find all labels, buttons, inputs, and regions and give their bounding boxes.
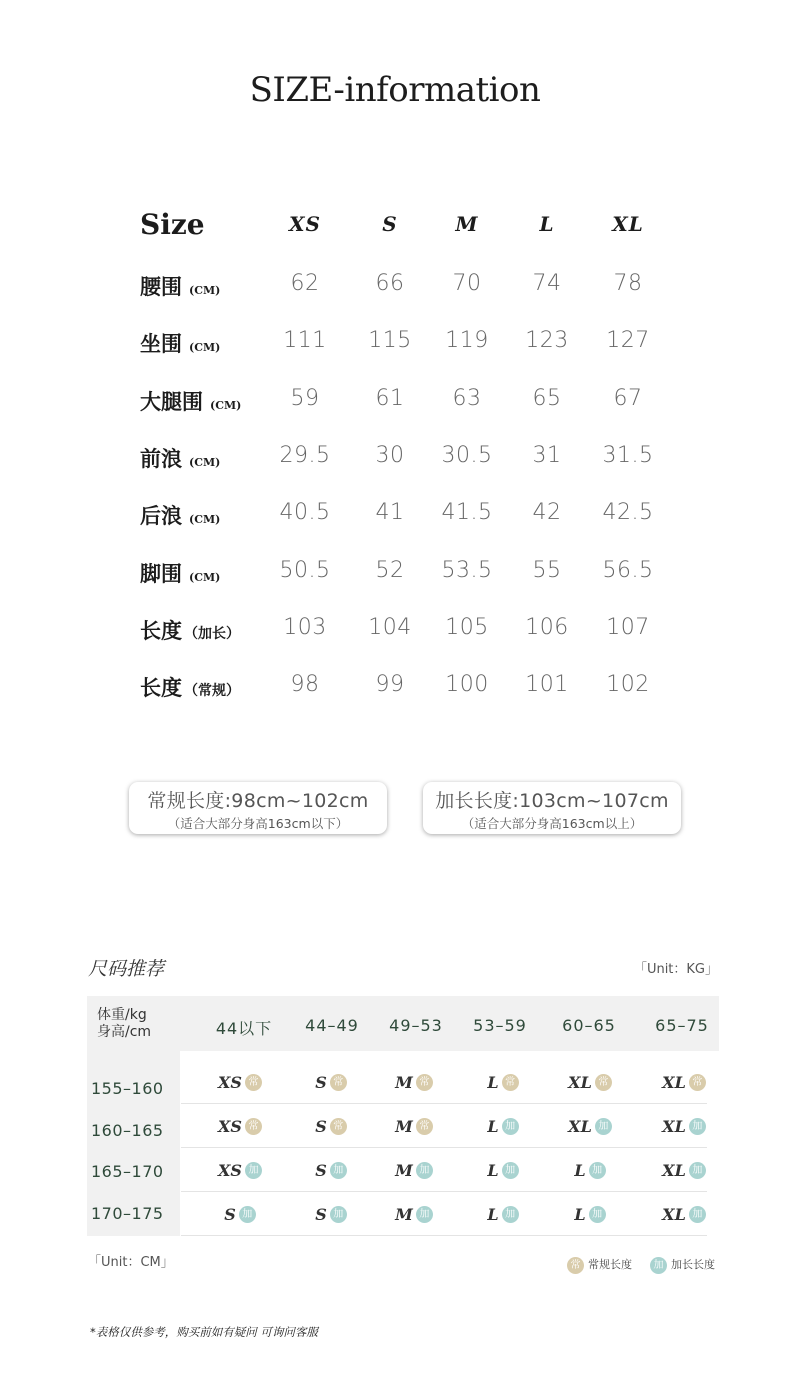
size-table-row [0, 265, 790, 305]
unit-cm-label: 「Unit：CM」 [88, 1255, 174, 1270]
recommended-size: XS [218, 1161, 242, 1180]
size-value-cell: 52 [375, 557, 405, 583]
size-header-xl: XL [612, 212, 644, 236]
regular-length-badge-icon: 常 [330, 1074, 347, 1091]
weight-range-header: 44–49 [305, 1016, 359, 1035]
size-value-cell: 31.5 [602, 442, 654, 468]
recommended-size-cell [634, 1160, 734, 1180]
size-table-row [0, 494, 790, 534]
size-value-cell: 102 [606, 672, 650, 698]
size-table-row [0, 666, 790, 706]
regular-length-badge-icon: 常 [245, 1074, 262, 1091]
size-value-cell: 61 [375, 385, 405, 411]
measure-label [140, 558, 220, 588]
long-length-badge-icon: 加 [589, 1162, 606, 1179]
recommended-size: XL [662, 1117, 686, 1136]
long-length-badge-icon: 加 [416, 1206, 433, 1223]
size-header-m: M [455, 212, 479, 236]
page-title: SIZE-information [249, 70, 541, 110]
size-value-cell: 30 [375, 442, 405, 468]
height-range-label: 165–170 [91, 1162, 164, 1182]
recommended-size-cell [453, 1204, 553, 1224]
size-value-cell: 66 [375, 271, 405, 296]
size-value-cell: 53.5 [441, 557, 493, 583]
weight-range-header: 65–75 [655, 1016, 709, 1035]
size-table-row [0, 552, 790, 592]
recommended-size-cell [634, 1116, 734, 1136]
measure-name: 长度 [140, 675, 182, 701]
regular-length-note: （适合大部分身高163cm以下） [167, 816, 349, 831]
size-value-cell: 100 [445, 672, 489, 698]
unit-kg-label: 「Unit：KG」 [633, 962, 718, 977]
recommended-size-cell [364, 1160, 464, 1180]
long-length-badge-icon: 加 [595, 1118, 612, 1135]
size-value-cell: 65 [532, 385, 562, 411]
recommended-size-cell [540, 1116, 640, 1136]
recommended-size: XL [662, 1161, 686, 1180]
recommended-size-cell [634, 1072, 734, 1092]
size-value-cell: 127 [606, 328, 650, 354]
measure-name: 坐围 [140, 331, 182, 357]
height-range-label: 170–175 [91, 1204, 164, 1224]
recommended-size-cell [190, 1204, 290, 1224]
disclaimer-note: *表格仅供参考，购买前如有疑问 可询问客服 [90, 1325, 318, 1339]
size-value-cell: 119 [445, 328, 489, 354]
long-length-badge-icon: 加 [689, 1118, 706, 1135]
size-value-cell: 41 [375, 500, 405, 526]
size-value-cell: 41.5 [441, 500, 493, 526]
long-length-badge-icon: 加 [245, 1162, 262, 1179]
size-value-cell: 98 [290, 672, 320, 698]
legend-regular-label: 常规长度 [588, 1258, 632, 1271]
recommended-size-cell [364, 1072, 464, 1092]
recommended-size: XL [568, 1117, 592, 1136]
size-value-cell: 107 [606, 614, 650, 640]
size-value-cell: 42.5 [602, 500, 654, 526]
row-divider [181, 1191, 707, 1192]
size-value-cell: 99 [375, 672, 405, 698]
corner-height-label: 身高/cm [97, 1024, 152, 1040]
measure-label [140, 386, 241, 416]
recommended-size-cell [540, 1160, 640, 1180]
recommended-size: S [315, 1161, 327, 1180]
height-range-label: 155–160 [91, 1079, 164, 1098]
weight-range-header: 44以下 [215, 1019, 273, 1038]
recommended-size-cell [453, 1116, 553, 1136]
long-length-badge-icon: 加 [502, 1162, 519, 1179]
size-value-cell: 103 [283, 614, 327, 640]
size-table-row [0, 322, 790, 362]
regular-badge-icon: 常 [567, 1257, 584, 1274]
size-value-cell: 106 [525, 614, 569, 640]
long-length-badge-icon: 加 [689, 1162, 706, 1179]
measure-unit: (CM) [189, 455, 221, 469]
recommended-size-cell [540, 1204, 640, 1224]
measure-label [140, 615, 240, 645]
size-value-cell: 31 [532, 442, 562, 468]
measure-unit: (CM) [189, 513, 221, 527]
recommended-size: M [395, 1205, 413, 1224]
size-value-cell: 40.5 [279, 500, 331, 526]
size-value-cell: 50.5 [279, 557, 331, 583]
measure-label [140, 328, 220, 358]
size-value-cell: 67 [613, 385, 643, 411]
height-range-label: 160–165 [91, 1120, 164, 1140]
size-value-cell: 59 [290, 385, 320, 411]
recommended-size: M [395, 1161, 413, 1180]
size-value-cell: 123 [525, 328, 569, 354]
size-value-cell: 55 [532, 557, 562, 583]
recommended-size: S [315, 1117, 327, 1136]
recommended-size: S [315, 1205, 327, 1224]
measure-name: 大腿围 [140, 388, 203, 414]
long-length-badge-icon: 加 [589, 1206, 606, 1223]
measure-unit: （加长） [184, 625, 240, 642]
recommended-size-cell [634, 1204, 734, 1224]
size-header-l: L [539, 212, 555, 236]
recommended-size-cell [190, 1160, 290, 1180]
recommended-size: XL [662, 1205, 686, 1224]
regular-length-badge-icon: 常 [245, 1118, 262, 1135]
measure-name: 后浪 [140, 503, 182, 529]
long-length-badge-icon: 加 [330, 1206, 347, 1223]
regular-length-badge-icon: 常 [330, 1118, 347, 1135]
size-table-row [0, 437, 790, 477]
recommended-size: L [574, 1161, 586, 1180]
measure-label [140, 672, 240, 702]
legend-long-label: 加长长度 [671, 1258, 715, 1271]
measure-unit: (CM) [189, 341, 221, 355]
measure-name: 腰围 [140, 274, 182, 299]
regular-length-badge-icon: 常 [416, 1074, 433, 1091]
recommendation-title: 尺码推荐 [88, 958, 165, 980]
long-length-badge-icon: 加 [416, 1162, 433, 1179]
recommended-size: L [487, 1073, 499, 1092]
size-value-cell: 30.5 [441, 442, 493, 468]
recommended-size: L [574, 1205, 586, 1224]
regular-length-badge-icon: 常 [502, 1074, 519, 1091]
long-length-note: （适合大部分身高163cm以上） [461, 816, 643, 831]
size-table-row [0, 380, 790, 420]
recommended-size-cell [453, 1072, 553, 1092]
recommended-size: XL [568, 1073, 592, 1092]
measure-unit: (CM) [210, 398, 242, 412]
row-divider [181, 1147, 707, 1148]
recommended-size-cell [190, 1116, 290, 1136]
recommended-size: M [395, 1073, 413, 1092]
size-header-s: S [382, 212, 398, 236]
size-value-cell: 105 [445, 614, 489, 640]
recommended-size: S [315, 1073, 327, 1092]
regular-length-badge-icon: 常 [595, 1074, 612, 1091]
size-value-cell: 42 [532, 500, 562, 526]
regular-length-badge-icon: 常 [689, 1074, 706, 1091]
long-badge-icon: 加 [650, 1257, 667, 1274]
table-corner-label [97, 1007, 151, 1041]
measure-name: 前浪 [140, 445, 182, 471]
measure-name: 长度 [140, 617, 182, 643]
regular-length-badge-icon: 常 [416, 1118, 433, 1135]
size-value-cell: 101 [525, 672, 569, 698]
measure-label [140, 271, 220, 301]
regular-length-box [129, 782, 387, 834]
size-value-cell: 29.5 [279, 442, 331, 468]
recommended-size: L [487, 1161, 499, 1180]
row-divider [181, 1103, 707, 1104]
size-value-cell: 115 [368, 328, 412, 354]
long-length-badge-icon: 加 [239, 1206, 256, 1223]
measure-unit: (CM) [189, 284, 221, 297]
size-table-row [0, 609, 790, 649]
measure-label [140, 500, 220, 530]
size-header-label: Size [140, 208, 205, 241]
size-value-cell: 74 [532, 271, 562, 296]
recommended-size-cell [364, 1204, 464, 1224]
size-header-xs: XS [289, 212, 321, 236]
row-divider [181, 1235, 707, 1236]
recommended-size: XL [662, 1073, 686, 1092]
size-value-cell: 111 [283, 328, 327, 354]
weight-range-header: 60–65 [562, 1016, 616, 1035]
recommended-size: S [224, 1205, 236, 1224]
recommended-size: XS [218, 1117, 242, 1136]
size-value-cell: 56.5 [602, 557, 654, 583]
long-length-badge-icon: 加 [330, 1162, 347, 1179]
long-length-box [423, 782, 681, 834]
measure-label [140, 443, 220, 473]
corner-weight-label: 体重/kg [97, 1007, 147, 1023]
long-length-range: 加长长度:103cm~107cm [435, 790, 669, 812]
recommended-size: XS [218, 1073, 242, 1092]
measure-unit: (CM) [189, 570, 221, 584]
measure-name: 脚围 [140, 560, 182, 586]
long-length-badge-icon: 加 [689, 1206, 706, 1223]
size-value-cell: 62 [290, 271, 320, 296]
size-value-cell: 104 [368, 614, 412, 640]
weight-range-header: 49–53 [389, 1016, 443, 1035]
legend-regular [567, 1256, 632, 1274]
size-table-header [0, 208, 790, 248]
measure-unit: （常规） [184, 683, 240, 700]
long-length-badge-icon: 加 [502, 1118, 519, 1135]
recommended-size: L [487, 1117, 499, 1136]
recommended-size-cell [190, 1072, 290, 1092]
weight-range-header: 53–59 [473, 1016, 527, 1035]
size-value-cell: 70 [452, 271, 482, 296]
recommended-size-cell [453, 1160, 553, 1180]
recommended-size: L [487, 1205, 499, 1224]
size-value-cell: 78 [613, 271, 643, 296]
long-length-badge-icon: 加 [502, 1206, 519, 1223]
legend-long [650, 1256, 715, 1274]
recommended-size-cell [364, 1116, 464, 1136]
regular-length-range: 常规长度:98cm~102cm [147, 790, 369, 812]
size-value-cell: 63 [452, 385, 482, 411]
recommended-size: M [395, 1117, 413, 1136]
recommended-size-cell [540, 1072, 640, 1092]
